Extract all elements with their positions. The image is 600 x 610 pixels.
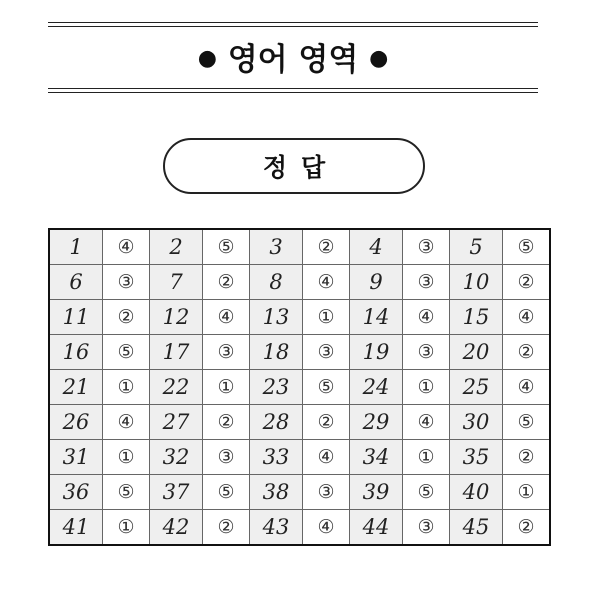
- answer-choice: ②: [203, 510, 250, 546]
- answer-choice: ④: [303, 265, 350, 300]
- question-number: 30: [450, 405, 503, 440]
- question-number: 27: [150, 405, 203, 440]
- question-number: 39: [350, 475, 403, 510]
- answer-choice: ③: [403, 510, 450, 546]
- question-number: 41: [49, 510, 103, 546]
- question-number: 12: [150, 300, 203, 335]
- answer-choice: ②: [503, 335, 551, 370]
- answer-choice: ④: [203, 300, 250, 335]
- question-number: 6: [49, 265, 103, 300]
- answer-key-label: 정답: [262, 153, 340, 182]
- question-number: 11: [49, 300, 103, 335]
- table-row: [49, 265, 550, 300]
- answer-choice: ③: [203, 440, 250, 475]
- answer-choice: ①: [103, 440, 150, 475]
- question-number: 44: [350, 510, 403, 546]
- answer-choice: ④: [303, 440, 350, 475]
- answer-choice: ①: [103, 510, 150, 546]
- answer-choice: ③: [303, 335, 350, 370]
- question-number: 10: [450, 265, 503, 300]
- table-row: [49, 440, 550, 475]
- answer-choice: ④: [103, 229, 150, 265]
- question-number: 24: [350, 370, 403, 405]
- question-number: 38: [250, 475, 303, 510]
- answer-choice: ③: [303, 475, 350, 510]
- bottom-rule-1: [48, 88, 538, 89]
- answer-choice: ⑤: [103, 475, 150, 510]
- question-number: 14: [350, 300, 403, 335]
- question-number: 21: [49, 370, 103, 405]
- answer-choice: ③: [103, 265, 150, 300]
- answer-choice: ④: [303, 510, 350, 546]
- bullet-icon: ●: [197, 45, 217, 71]
- answer-choice: ①: [503, 475, 551, 510]
- question-number: 31: [49, 440, 103, 475]
- answer-choice: ⑤: [103, 335, 150, 370]
- answer-choice: ①: [103, 370, 150, 405]
- answer-choice: ②: [203, 405, 250, 440]
- answer-table: [48, 228, 551, 546]
- question-number: 18: [250, 335, 303, 370]
- question-number: 43: [250, 510, 303, 546]
- question-number: 8: [250, 265, 303, 300]
- answer-choice: ④: [403, 300, 450, 335]
- answer-choice: ①: [403, 370, 450, 405]
- question-number: 7: [150, 265, 203, 300]
- question-number: 9: [350, 265, 403, 300]
- top-rule-2: [48, 26, 538, 27]
- answer-choice: ④: [103, 405, 150, 440]
- top-rule-1: [48, 22, 538, 23]
- answer-choice: ②: [503, 440, 551, 475]
- answer-choice: ①: [403, 440, 450, 475]
- section-title: [48, 38, 538, 82]
- question-number: 4: [350, 229, 403, 265]
- question-number: 28: [250, 405, 303, 440]
- answer-key-badge: [163, 138, 425, 194]
- answer-choice: ⑤: [503, 405, 551, 440]
- question-number: 20: [450, 335, 503, 370]
- answer-choice: ⑤: [403, 475, 450, 510]
- question-number: 34: [350, 440, 403, 475]
- question-number: 15: [450, 300, 503, 335]
- answer-choice: ②: [103, 300, 150, 335]
- question-number: 40: [450, 475, 503, 510]
- table-row: [49, 300, 550, 335]
- answer-choice: ⑤: [303, 370, 350, 405]
- question-number: 42: [150, 510, 203, 546]
- answer-choice: ②: [503, 265, 551, 300]
- table-row: [49, 335, 550, 370]
- question-number: 5: [450, 229, 503, 265]
- answer-choice: ③: [403, 265, 450, 300]
- answer-choice: ⑤: [503, 229, 551, 265]
- question-number: 19: [350, 335, 403, 370]
- answer-choice: ⑤: [203, 475, 250, 510]
- answer-choice: ②: [303, 405, 350, 440]
- answer-choice: ②: [503, 510, 551, 546]
- question-number: 17: [150, 335, 203, 370]
- question-number: 3: [250, 229, 303, 265]
- question-number: 36: [49, 475, 103, 510]
- answer-choice: ④: [403, 405, 450, 440]
- bullet-icon: ●: [369, 45, 389, 71]
- question-number: 29: [350, 405, 403, 440]
- answer-choice: ⑤: [203, 229, 250, 265]
- table-row: [49, 229, 550, 265]
- question-number: 45: [450, 510, 503, 546]
- question-number: 23: [250, 370, 303, 405]
- question-number: 1: [49, 229, 103, 265]
- table-row: [49, 510, 550, 546]
- table-row: [49, 405, 550, 440]
- answer-choice: ③: [403, 335, 450, 370]
- question-number: 37: [150, 475, 203, 510]
- section-title-text: 영어 영역: [227, 42, 359, 78]
- bottom-rule-2: [48, 92, 538, 93]
- table-row: [49, 370, 550, 405]
- question-number: 32: [150, 440, 203, 475]
- answer-choice: ①: [203, 370, 250, 405]
- question-number: 26: [49, 405, 103, 440]
- question-number: 16: [49, 335, 103, 370]
- question-number: 33: [250, 440, 303, 475]
- table-row: [49, 475, 550, 510]
- answer-choice: ③: [403, 229, 450, 265]
- answer-choice: ③: [203, 335, 250, 370]
- answer-choice: ④: [503, 370, 551, 405]
- answer-choice: ②: [303, 229, 350, 265]
- question-number: 13: [250, 300, 303, 335]
- question-number: 25: [450, 370, 503, 405]
- answer-choice: ②: [203, 265, 250, 300]
- question-number: 35: [450, 440, 503, 475]
- answer-choice: ①: [303, 300, 350, 335]
- question-number: 2: [150, 229, 203, 265]
- question-number: 22: [150, 370, 203, 405]
- answer-choice: ④: [503, 300, 551, 335]
